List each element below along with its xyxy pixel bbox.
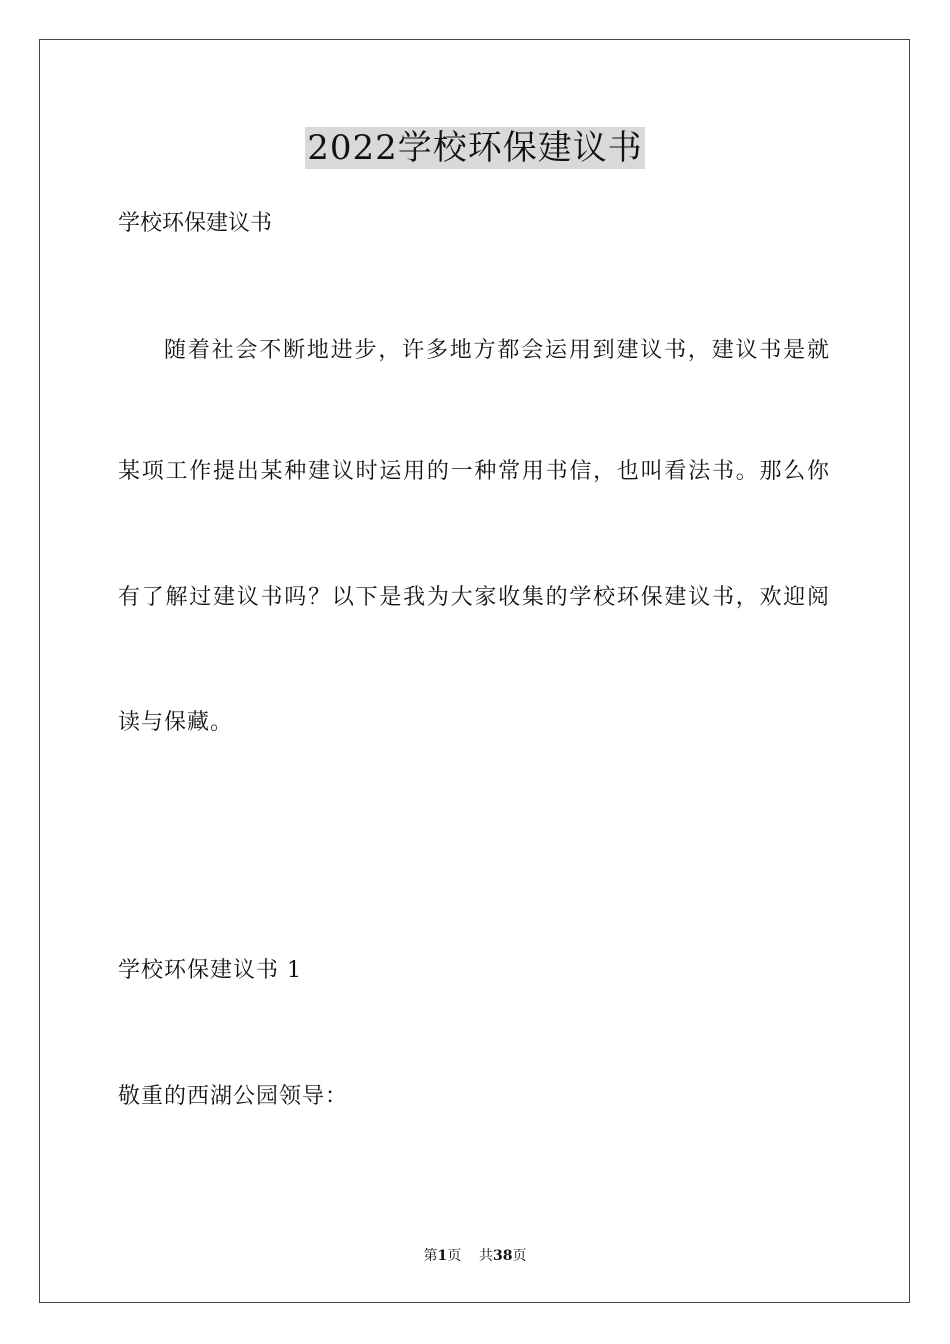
total-prefix: 共: [479, 1248, 494, 1264]
total-suffix: 页: [512, 1248, 527, 1264]
intro-line-1: 随着社会不断地进步，许多地方都会运用到建议书，建议书是就: [164, 338, 830, 363]
intro-line-4: 读与保藏。: [118, 710, 234, 735]
intro-line-2: 某项工作提出某种建议时运用的一种常用书信，也叫看法书。那么你: [118, 459, 830, 484]
title-container: [0, 127, 950, 169]
document-title: 2022学校环保建议书: [307, 128, 643, 168]
intro-line-3: 有了解过建议书吗？以下是我为大家收集的学校环保建议书，欢迎阅: [118, 585, 830, 610]
document-subtitle: 学校环保建议书: [118, 211, 273, 236]
total-pages: 38: [493, 1248, 513, 1264]
page-prefix: 第: [423, 1248, 438, 1264]
section-heading: 学校环保建议书 1: [118, 958, 302, 983]
page-footer: [0, 1246, 950, 1266]
page-number: 1: [437, 1248, 448, 1264]
page-suffix: 页: [447, 1248, 462, 1264]
salutation: 敬重的西湖公园领导：: [118, 1084, 349, 1109]
